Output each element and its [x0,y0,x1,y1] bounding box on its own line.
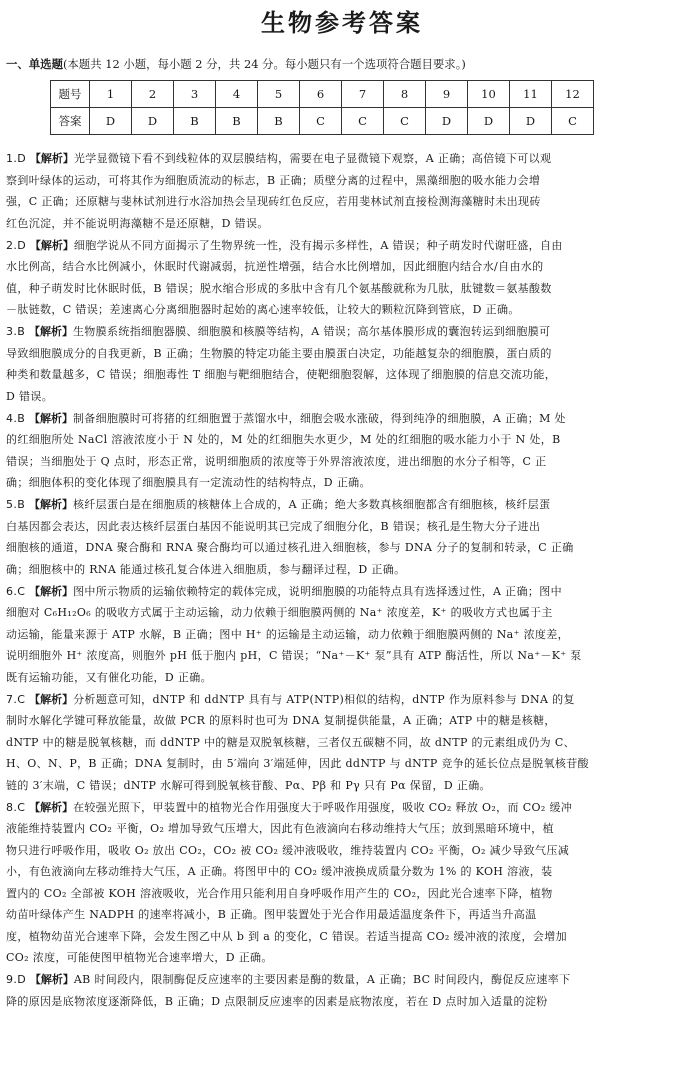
question-number: 4.B [6,411,29,425]
line-text: AB 时间段内，限制酶促反应速率的主要因素是酶的数量，A 正确；BC 时间段内，酶促反应速率下 [73,973,571,986]
table-cell-number: 10 [468,81,510,108]
text-line [6,581,674,603]
table-cell-number: 1 [90,81,132,108]
line-text: 光学显微镜下看不到线粒体的双层膜结构，需要在电子显微镜下观察，A 正确；高倍镜下可以观 [73,152,552,165]
text-line: 导致细胞膜成分的自我更新，B 正确；生物膜的特定功能主要由膜蛋白决定，功能越复杂的细胞膜，蛋白质的 [6,346,552,360]
text-line [6,969,674,991]
text-line [6,321,674,343]
line-text: 分析题意可知，dNTP 和 ddNTP 具有与 ATP(NTP)相似的结构，dNTP 作为原料参与 DNA 的复 [73,692,575,706]
page-title: 生物参考答案 [261,9,423,37]
text-line: 水比例高，结合水比例减小，休眠时代谢减弱，抗逆性增强，结合水比例增加，因此细胞内结合水/自由水的 [6,260,544,273]
table-cell-number: 2 [132,81,174,108]
line-text: 细胞学说从不同方面揭示了生物界统一性，没有揭示多样性，A 错误；种子萌发时代谢旺盛，自由 [73,238,563,252]
table-cell-number: 6 [300,81,342,108]
text-line [6,797,674,819]
explanation-item [6,581,674,689]
text-line: 种类和数量越多，C 错误；细胞毒性 T 细胞与靶细胞结合，使靶细胞裂解，这体现了细胞膜的信息交流功能， [6,368,557,381]
table-cell-number: 12 [552,81,594,108]
text-line: 物只进行呼吸作用，吸收 O₂ 放出 CO₂，CO₂ 被 CO₂ 缓冲液吸收，维持装置内 CO₂ 平衡，O₂ 减少导致气压减 [6,843,570,857]
analysis-tag: 【解析】 [28,411,73,425]
question-number: 3.B [6,325,29,338]
answer-table [50,80,594,135]
question-number: 1.D [6,152,30,165]
question-number: 9.D [6,973,30,986]
analysis-tag: 【解析】 [29,238,74,252]
table-cell-answer: B [258,108,300,135]
text-line: 细胞对 C₆H₁₂O₆ 的吸收方式属于主动运输，动力依赖于细胞膜两侧的 Na⁺ 浓度差，K⁺ 的吸收方式也属于主 [6,606,553,619]
table-cell-answer: D [468,108,510,135]
text-line [6,235,674,257]
explanation-item [6,689,674,797]
text-line: 置内的 CO₂ 全部被 KOH 溶液吸收，光合作用只能利用自身呼吸作用产生的 CO₂，因此光合速率下降，植物 [6,886,553,900]
text-line: D 错误。 [6,389,54,403]
analysis-tag: 【解析】 [28,325,73,338]
text-line: 降的原因是底物浓度逐渐降低，B 正确；D 点限制反应速率的因素是底物浓度，若在 D 点时加入适量的淀粉 [6,994,548,1008]
text-line: 度，植物幼苗光合速率下降，会发生图乙中从 b 到 a 的变化，C 错误。若适当提高 CO₂ 缓冲液的浓度，会增加 [6,929,567,943]
table-cell-answer: D [132,108,174,135]
explanation-item [6,408,674,494]
text-line: 值，种子萌发时比休眠时低，B 错误；脱水缩合形成的多肽中含有几个氨基酸就称为几肽，肽键数＝氨基酸数 [6,281,552,295]
line-text: 在较强光照下，甲装置中的植物光合作用强度大于呼吸作用强度，吸收 CO₂ 释放 O₂，而 CO₂ 缓冲 [73,800,573,814]
explanation-item [6,969,674,1012]
table-cell-number: 5 [258,81,300,108]
text-line: 既有运输功能，又有催化功能，D 正确。 [6,670,212,684]
analysis-tag: 【解析】 [28,498,73,511]
text-line: 制时水解化学键可释放能量，故做 PCR 的原料时也可为 DNA 复制提供能量，A 正确；ATP 中的糖是核糖， [6,714,556,727]
text-line: 白基因都会表达，因此表达核纤层蛋白基因不能说明其已完成了细胞分化，B 错误；核孔是生物大分子进出 [6,519,541,533]
text-line: 动运输，能量来源于 ATP 水解，B 正确；图中 H⁺ 的运输是主动运输，动力依赖于细胞膜两侧的 Na⁺ 浓度差， [6,627,569,641]
line-text: 图中所示物质的运输依赖特定的载体完成，说明细胞膜的功能特点具有选择透过性，A 正确；图中 [73,584,562,598]
question-number: 2.D [6,238,30,252]
question-number: 8.C [6,800,30,814]
table-cell-answer: D [510,108,552,135]
table-row-answers [51,108,594,135]
analysis-tag: 【解析】 [29,692,74,706]
analysis-tag: 【解析】 [29,584,74,598]
explanation-item [6,321,674,407]
analysis-tag: 【解析】 [29,800,74,814]
text-line: 强，C 正确；还原糖与斐林试剂进行水浴加热会呈现砖红色反应，若用斐林试剂直接检测海藻糖时未出现砖 [6,195,541,208]
text-line: 液能维持装置内 CO₂ 平衡，O₂ 增加导致气压增大，因此有色液滴向右移动维持大气压；放到黑暗环境中，植 [6,822,554,835]
table-cell-answer: C [300,108,342,135]
table-cell-number: 7 [342,81,384,108]
table-cell-number: 3 [174,81,216,108]
explanation-item [6,494,674,580]
text-line [6,408,674,430]
explanation-item [6,797,674,969]
table-cell-number: 11 [510,81,552,108]
explanation-item [6,235,674,321]
analysis-tag: 【解析】 [29,973,74,986]
line-text: 生物膜系统指细胞器膜、细胞膜和核膜等结构，A 错误；高尔基体膜形成的囊泡转运到细胞膜可 [72,325,551,338]
text-line: dNTP 中的糖是脱氧核糖，而 ddNTP 中的糖是双脱氧核糖，三者仅五碳糖不同，故 dNTP 的元素组成仍为 C、 [6,735,575,749]
table-row-numbers [51,81,594,108]
section-note: (本题共 12 小题，每小题 2 分，共 24 分。每小题只有一个选项符合题目要求。) [62,57,466,71]
text-line: 错误；当细胞处于 Q 点时，形态正常，说明细胞质的浓度等于外界溶液浓度，进出细胞的水分子相等，C 正 [6,454,547,468]
text-line: 小，有色液滴向左移动维持大气压，A 正确。将图甲中的 CO₂ 缓冲液换成质量分数为 1% 的 KOH 溶液，装 [6,865,553,878]
row-header-answers: 答案 [51,108,90,135]
table-cell-answer: C [384,108,426,135]
text-line: 的红细胞所处 NaCl 溶液浓度小于 N 处的，M 处的红细胞失水更少，M 处的红细胞的吸水能力小于 N 处，B [6,433,561,446]
text-line: 察到叶绿体的运动，可将其作为细胞质流动的标志，B 正确；质壁分离的过程中，黑藻细胞的吸水能力会增 [6,173,541,187]
line-text: 制备细胞膜时可将猪的红细胞置于蒸馏水中，细胞会吸水涨破，得到纯净的细胞膜，A 正确；M 处 [72,411,566,425]
text-line: H、O、N、P，B 正确；DNA 复制时，由 5′端向 3′端延伸，因此 ddNTP 与 dNTP 竞争的延长位点是脱氧核苷酸 [6,757,589,770]
section-heading [6,56,466,72]
table-cell-answer: D [426,108,468,135]
text-line: CO₂ 浓度，可能使图甲植物光合速率增大，D 正确。 [6,951,273,964]
text-line [6,148,674,170]
text-line: 红色沉淀，并不能说明海藻糖不是还原糖，D 错误。 [6,216,269,230]
table-cell-number: 9 [426,81,468,108]
question-number: 5.B [6,498,29,511]
text-line: －肽链数，C 错误；差速离心分离细胞器时起始的离心速率较低，让较大的颗粒沉降到管底，D 正确。 [6,303,520,316]
text-line: 确；细胞核中的 RNA 能通过核孔复合体进入细胞质，参与翻译过程，D 正确。 [6,562,406,576]
text-line: 确；细胞体积的变化体现了细胞膜具有一定流动性的结构特点，D 正确。 [6,476,371,489]
text-line: 链的 3′末端，C 错误；dNTP 水解可得到脱氧核苷酸、Pα、Pβ 和 Pγ 只有 Pα 保留，D 正确。 [6,778,491,792]
row-header-numbers: 题号 [51,81,90,108]
text-line: 细胞核的通道，DNA 聚合酶和 RNA 聚合酶均可以通过核孔进入细胞核，参与 DNA 分子的复制和转录，C 正确 [6,541,574,554]
text-line [6,494,674,516]
section-label: 一、单选题 [6,57,63,71]
table-cell-answer: D [90,108,132,135]
explanations [6,148,674,1013]
line-text: 核纤层蛋白是在细胞质的核糖体上合成的，A 正确；绝大多数真核细胞都含有细胞核，核纤层蛋 [72,498,551,511]
table-cell-number: 4 [216,81,258,108]
table-cell-answer: C [552,108,594,135]
explanation-item [6,148,674,234]
table-cell-answer: C [342,108,384,135]
question-number: 7.C [6,692,30,706]
text-line [6,689,674,711]
analysis-tag: 【解析】 [29,152,74,165]
text-line: 说明细胞外 H⁺ 浓度高，则胞外 pH 低于胞内 pH，C 错误；“Na⁺－K⁺ 泵”具有 ATP 酶活性，所以 Na⁺－K⁺ 泵 [6,649,582,662]
table-cell-answer: B [216,108,258,135]
question-number: 6.C [6,584,30,598]
table-cell-number: 8 [384,81,426,108]
text-line: 幼苗叶绿体产生 NADPH 的速率将减小，B 正确。图甲装置处于光合作用最适温度条件下，再适当升高温 [6,908,537,921]
table-cell-answer: B [174,108,216,135]
